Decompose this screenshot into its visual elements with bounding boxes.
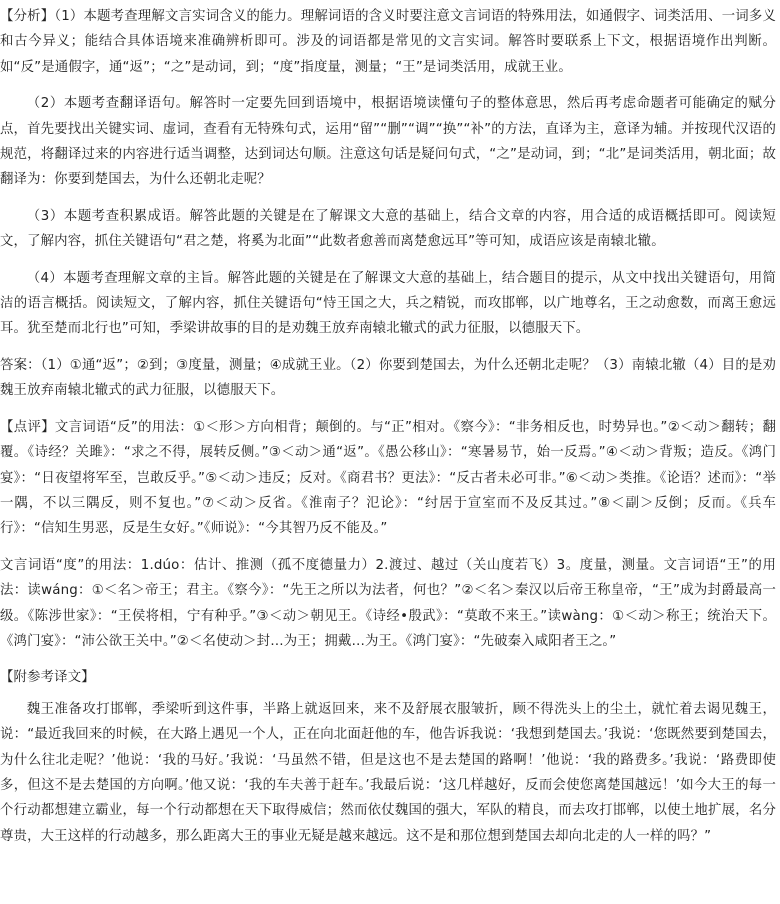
comment-du-wang-usage: 文言词语“度”的用法：1.dúo：估计、推测（孤不度德量力）2.渡过、越过（关山度若飞）3。度量，测量。文言词语“王”的用法：读wáng：①＜名＞帝王；君主。《察今》：“先王之所以为法者，何也？”②＜名＞秦汉以后帝王称皇帝，“王”成为封爵最高一级。《陈涉世家》：“王侯将相，宁有种乎。”③＜动＞朝见王。《诗经•殷武》：“莫敢不来王。”读wàng：①＜动＞称王；统治天下。《鸿门宴》：“沛公欲王关中。”②＜名使动＞封…为王；拥戴…为王。《鸿门宴》：“先破秦入咸阳者王之。”	[0, 557, 776, 649]
analysis-part-1: 【分析】（1）本题考查理解文言实词含义的能力。理解词语的含义时要注意文言词语的特殊用法，如通假字、词类活用、一词多义和古今异义；能结合具体语境来准确辨析即可。涉及的词语都是常见的文言实词。解答时要联系上下文，根据语境作出判断。如“反”是通假字，通“返”；“之”是动词，到；“度”指度量，测量；“王”是词类活用，成就王业。	[0, 9, 776, 75]
analysis-part-2: （2）本题考查翻译语句。解答时一定要先回到语境中，根据语境读懂句子的整体意思，然后再考虑命题者可能确定的赋分点，首先要找出关键实词、虚词，查看有无特殊句式，运用“留”“删”“调”“换”“补”的方法，直译为主，意译为辅。并按现代汉语的规范，将翻译过来的内容进行适当调整，达到词达句顺。注意这句话是疑问句式，“之”是动词，到；“北”是词类活用，朝北面；故翻译为：你要到楚国去，为什么还朝北走呢？	[0, 96, 776, 188]
analysis-part-3: （3）本题考查积累成语。解答此题的关键是在了解课文大意的基础上，结合文章的内容，用合适的成语概括即可。阅读短文，了解内容，抓住关键语句“君之楚，将奚为北面”“此数者愈善而离楚愈远耳”等可知，成语应该是南辕北辙。	[0, 208, 776, 250]
translation-paragraph: 魏王准备攻打邯郸，季梁听到这件事，半路上就返回来，来不及舒展衣服皱折，顾不得洗头上的尘土，就忙着去谒见魏王，说：“最近我回来的时候，在大路上遇见一个人，正在向北面赶他的车，他告诉我说：‘我想到楚国去。’我说：‘您既然要到楚国去，为什么往北走呢？’他说：‘我的马好。’我说：‘马虽然不错，但是这也不是去楚国的路啊！’他说：‘我的路费多。’我说：‘路费即使多，但这不是去楚国的方向啊。’他又说：‘我的车夫善于赶车。’我最后说：‘这几样越好，反而会使您离楚国越远！’如今大王的每一个行动都想建立霸业，每一个行动都想在天下取得威信；然而依仗魏国的强大，军队的精良，而去攻打邯郸，以使土地扩展，名分尊贵，大王这样的行动越多，那么距离大王的事业无疑是越来越远。这不是和那位想到楚国去却向北走的人一样的吗？”	[0, 701, 776, 844]
answer-paragraph: 答案：（1）①通“返”；②到；③度量，测量；④成就王业。（2）你要到楚国去，为什么还朝北走呢？（3）南辕北辙（4）目的是劝魏王放弃南辕北辙式的武力征服，以德服天下。	[0, 357, 776, 399]
translation-heading: 【附参考译文】	[0, 670, 95, 686]
analysis-part-4: （4）本题考查理解文章的主旨。解答此题的关键是在了解课文大意的基础上，结合题目的提示，从文中找出关键语句，用简洁的语言概括。阅读短文，了解内容，抓住关键语句“恃王国之大，兵之精锐，而攻邯郸，以广地尊名，王之动愈数，而离王愈远耳。犹至楚而北行也”可知，季梁讲故事的目的是劝魏王放弃南辕北辙式的武力征服，以德服天下。	[0, 270, 776, 337]
comment-fan-usage: 【点评】文言词语“反”的用法：①＜形＞方向相背；颠倒的。与“正”相对。《察今》：“非务相反也，时势异也。”②＜动＞翻转；翻覆。《诗经？关雎》：“求之不得，展转反侧。”③＜动＞通“返”。《愚公移山》：“寒暑易节，始一反焉。”④＜动＞背叛；造反。《鸿门宴》：“日夜望将军至，岂敢反乎。”⑤＜动＞违反；反对。《商君书？更法》：“反古者未必可非。”⑥＜动＞类推。《论语？述而》：“举一隅，不以三隅反，则不复也。”⑦＜动＞反省。《淮南子？氾论》：“纣居于宣室而不及反其过。”⑧＜副＞反倒；反而。《兵车行》：“信知生男恶，反是生女好。”《师说》：“今其智乃反不能及。”	[0, 419, 776, 537]
